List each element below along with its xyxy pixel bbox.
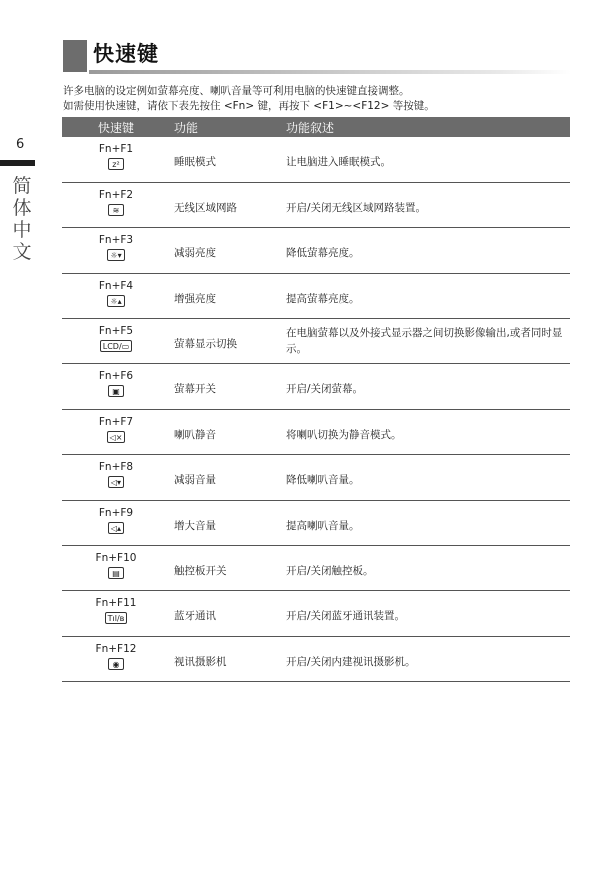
table-row [62,364,570,409]
sleep-icon: z² [108,158,124,170]
title-underline [89,70,571,74]
function-cell: 喇叭静音 [170,409,282,454]
key-combo: Fn+F2 [98,188,134,201]
function-cell: 视讯摄影机 [170,636,282,681]
table-row [62,137,570,182]
volume-down-icon: ◁▾ [108,476,124,488]
volume-up-icon: ◁▴ [108,522,124,534]
function-cell: 减弱亮度 [170,228,282,273]
table-row [62,591,570,636]
key-combo: Fn+F9 [98,506,134,519]
hotkey-cell [62,273,170,318]
function-cell: 睡眠模式 [170,137,282,182]
key-combo: Fn+F8 [98,461,134,474]
table-row [62,228,570,273]
function-cell: 蓝牙通讯 [170,591,282,636]
table-row [62,455,570,500]
bluetooth-icon: Tıl/ʙ [105,612,128,624]
table-row [62,273,570,318]
function-cell: 增大音量 [170,500,282,545]
brightness-down-icon: ☼▾ [107,249,124,261]
hotkey-cell [62,319,170,364]
intro-line-1: 许多电脑的设定例如萤幕亮度、喇叭音量等可利用电脑的快速键直接调整。 [63,85,410,97]
description-cell: 开启/关闭萤幕。 [282,364,570,409]
hotkey-cell [62,228,170,273]
table-row [62,182,570,227]
key-combo: Fn+F5 [98,325,134,338]
hotkey-cell [62,455,170,500]
table-row [62,636,570,681]
function-cell: 触控板开关 [170,546,282,591]
hotkey-cell [62,546,170,591]
header-function: 功能 [170,117,282,137]
hotkey-cell [62,364,170,409]
wireless-icon: ≋ [108,204,124,216]
screen-toggle-icon: ▣ [108,385,124,397]
language-side-label [10,175,34,263]
key-combo: Fn+F3 [98,234,134,247]
function-cell: 萤幕开关 [170,364,282,409]
description-cell: 提高萤幕亮度。 [282,273,570,318]
key-combo: Fn+F11 [95,597,137,610]
description-cell: 提高喇叭音量。 [282,500,570,545]
hotkey-table [62,117,570,682]
table-row [62,546,570,591]
function-cell: 萤幕显示切换 [170,319,282,364]
brightness-up-icon: ☼▴ [107,295,124,307]
table-row [62,319,570,364]
table-row [62,500,570,545]
mute-icon: ◁× [107,431,126,443]
function-cell: 无线区域网路 [170,182,282,227]
hotkey-cell [62,591,170,636]
key-combo: Fn+F12 [95,642,137,655]
description-cell: 将喇叭切换为静音模式。 [282,409,570,454]
description-cell: 开启/关闭蓝牙通讯装置。 [282,591,570,636]
table-header-row [62,117,570,137]
description-cell: 开启/关闭内建视讯摄影机。 [282,636,570,681]
hotkey-cell [62,500,170,545]
key-combo: Fn+F10 [95,552,137,565]
table-row [62,409,570,454]
side-label-char: 文 [12,241,32,263]
intro-line-2: 如需使用快速键，请依下表先按住 <Fn> 键，再按下 <F1>~<F12> 等按键。 [63,100,435,112]
function-cell: 增强亮度 [170,273,282,318]
function-cell: 减弱音量 [170,455,282,500]
key-combo: Fn+F4 [98,279,134,292]
description-cell: 在电脑萤幕以及外接式显示器之间切换影像输出,或者同时显示。 [282,319,570,364]
key-combo: Fn+F7 [98,415,134,428]
description-cell: 开启/关闭无线区域网路装置。 [282,182,570,227]
hotkey-cell [62,182,170,227]
intro-text [63,84,435,114]
page-title: 快速键 [93,42,159,66]
side-label-char: 中 [12,219,32,241]
description-cell: 让电脑进入睡眠模式。 [282,137,570,182]
header-hotkey: 快速键 [62,117,170,137]
touchpad-icon: ▤ [108,567,124,579]
hotkey-cell [62,137,170,182]
page-number: 6 [16,137,25,152]
side-label-char: 体 [12,197,32,219]
description-cell: 降低萤幕亮度。 [282,228,570,273]
key-combo: Fn+F6 [98,370,134,383]
header-description: 功能叙述 [282,117,570,137]
key-combo: Fn+F1 [98,143,134,155]
description-cell: 降低喇叭音量。 [282,455,570,500]
title-marker-block [63,40,87,72]
side-label-char: 简 [12,175,32,197]
description-cell: 开启/关闭触控板。 [282,546,570,591]
display-switch-icon: LCD/▭ [100,340,132,352]
hotkey-cell [62,409,170,454]
side-tab-bar [0,160,35,166]
camera-icon: ◉ [108,658,124,670]
hotkey-cell [62,636,170,681]
